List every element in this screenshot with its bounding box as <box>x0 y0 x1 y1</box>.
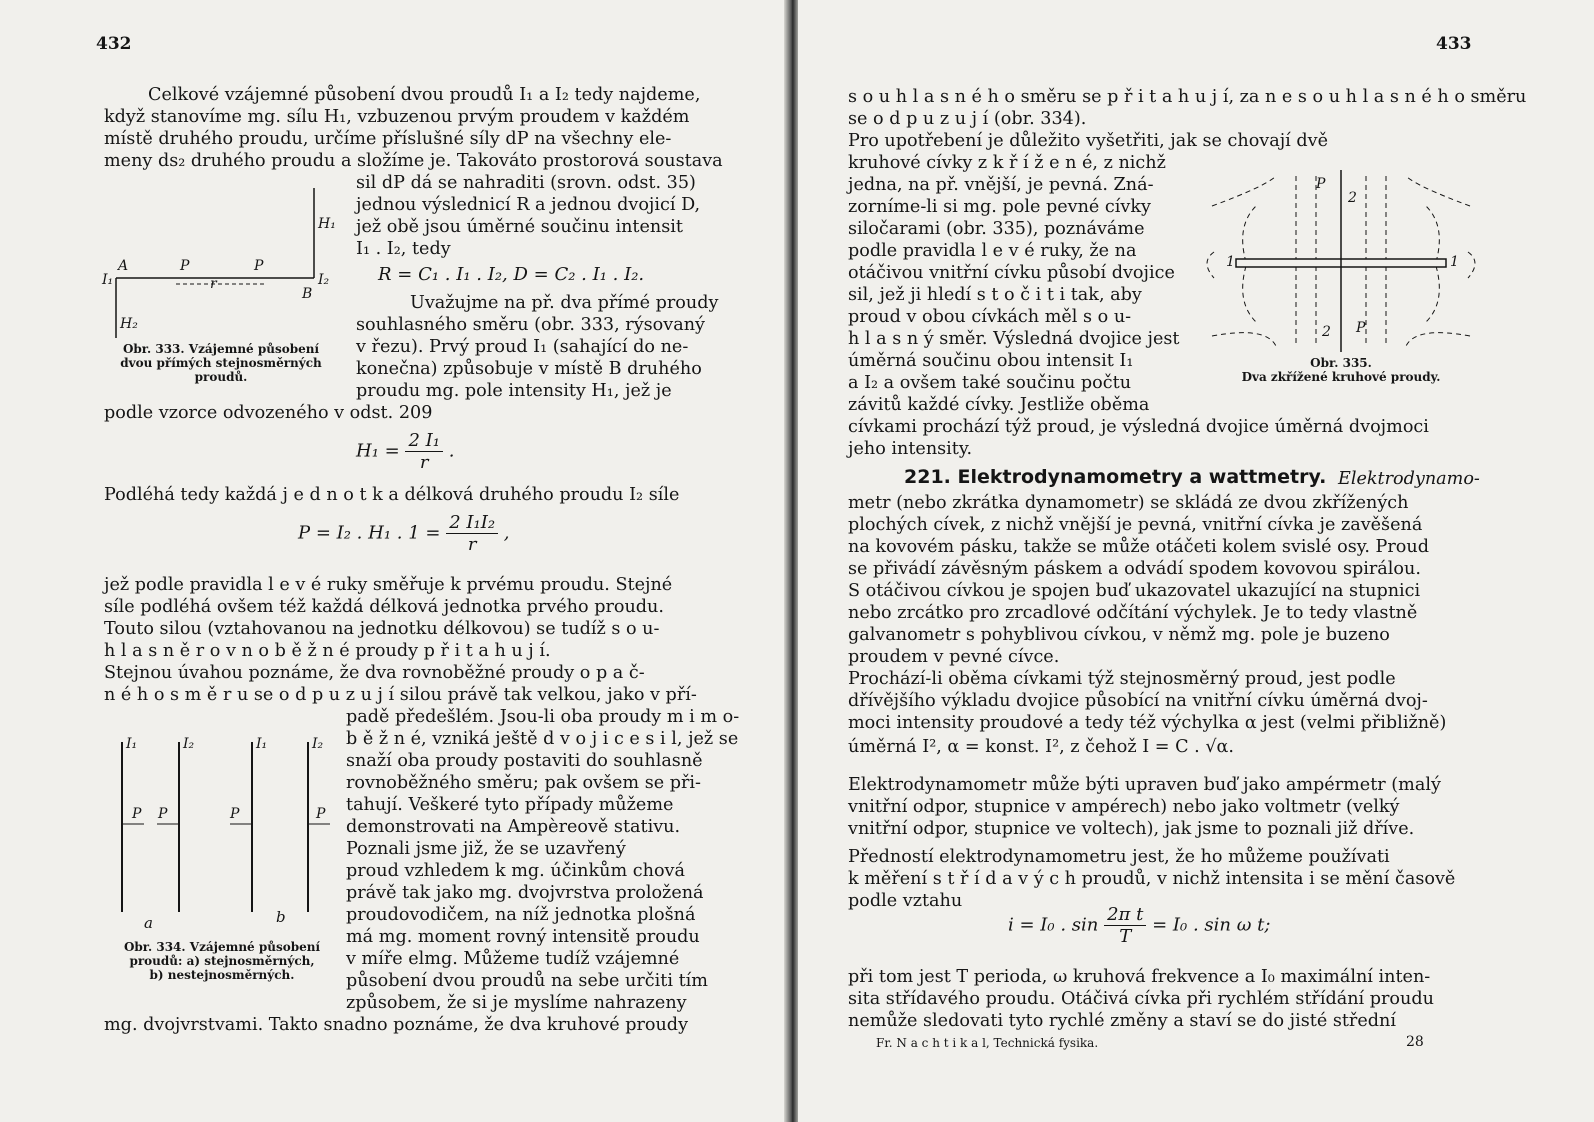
fig334-label: P <box>132 806 142 822</box>
paragraph-line: vnitřní odpor, stupnice ve voltech), jak jsme to poznali již dříve. <box>848 819 1415 839</box>
paragraph-line: b ě ž n é, vzniká ještě d v o j i c e s i l, jež se <box>346 729 739 749</box>
footer-book-title: Fr. N a c h t i k a l, Technická fysika. <box>876 1036 1099 1050</box>
paragraph-line: podle vzorce odvozeného v odst. 209 <box>104 403 433 423</box>
paragraph-line: snaží oba proudy postaviti do souhlasně <box>346 751 703 771</box>
section-heading-italic: Elektrodynamo- <box>1338 469 1480 489</box>
paragraph-line: místě druhého proudu, určíme příslušné síly dP na všechny ele- <box>104 129 672 149</box>
paragraph-line: podle vztahu <box>848 891 963 911</box>
fig334-label: I₁ <box>126 736 138 752</box>
page-number-right: 433 <box>1436 34 1472 54</box>
paragraph-line: meny ds₂ druhého proudu a složíme je. Takováto prostorová soustava <box>104 151 723 171</box>
paragraph-line: úměrná součinu obou intensit I₁ <box>848 351 1134 371</box>
footer-sheet-number: 28 <box>1406 1034 1424 1050</box>
paragraph-line: plochých cívek, z nichž vnější je pevná, vnitřní cívka je zavěšená <box>848 515 1423 535</box>
paragraph-line: demonstrovati na Ampèreově stativu. <box>346 817 681 837</box>
paragraph-line: metr (nebo zkrátka dynamometr) se skládá ze dvou zkřížených <box>848 493 1409 513</box>
paragraph-line: způsobem, že si je myslíme nahrazeny <box>346 993 687 1013</box>
fig334-label: a <box>144 914 153 932</box>
field-line <box>1426 266 1439 322</box>
paragraph-line: Stejnou úvahou poznáme, že dva rovnoběžné proudy o p a č- <box>104 663 645 683</box>
paragraph-line: a I₂ a ovšem také součinu počtu <box>848 373 1132 393</box>
paragraph-line: jednou výslednicí R a jednou dvojicí D, <box>356 195 701 215</box>
paragraph-line: rovnoběžného směru; pak ovšem se při- <box>346 773 701 793</box>
paragraph-line: Prochází-li oběma cívkami týž stejnosměrný proud, jest podle <box>848 669 1396 689</box>
fig335-label: 1 <box>1226 254 1235 270</box>
paragraph-line: v řezu). Prvý proud I₁ (sahající do ne- <box>356 337 689 357</box>
paragraph-line: v míře elmg. Můžeme tudíž vzájemné <box>346 949 680 969</box>
paragraph-line: mg. dvojvrstvami. Takto snadno poznáme, že dva kruhové proudy <box>104 1015 689 1035</box>
paragraph-line: moci intensity proudové a tedy též výchylka α jest (velmi přibližně) <box>848 713 1447 733</box>
paragraph-line: tahují. Veškeré tyto případy můžeme <box>346 795 674 815</box>
fig334-label: I₂ <box>312 736 324 752</box>
field-line <box>1406 333 1470 346</box>
paragraph-line: Touto silou (vztahovanou na jednotku délkovou) se tudíž s o u- <box>104 619 660 639</box>
figure-334-caption: Obr. 334. Vzájemné působení proudů: a) stejnosměrných, b) nestejnosměrných. <box>123 940 321 982</box>
paragraph-line: při tom jest T perioda, ω kruhová frekvence a I₀ maximální inten- <box>848 967 1431 987</box>
fig333-label: B <box>302 286 313 302</box>
paragraph-line: podle pravidla l e v é ruky, že na <box>848 241 1137 261</box>
field-line <box>1212 333 1276 346</box>
paragraph-line: kruhové cívky z k ř í ž e n é, z nichž <box>848 153 1166 173</box>
paragraph-line: cívkami prochází týž proud, je výsledná dvojice úměrná dvojmoci <box>848 417 1429 437</box>
fig335-label: 2 <box>1348 190 1357 206</box>
paragraph-line: sil, jež ji hledí s t o č i t i tak, aby <box>848 285 1142 305</box>
page-number-left: 432 <box>96 34 132 54</box>
field-line <box>1426 206 1439 262</box>
paragraph-line: jež obě jsou úměrné součinu intensit <box>356 217 683 237</box>
paragraph-line: nemůže sledovati tyto rychlé změny a staví se do jisté střední <box>848 1011 1396 1031</box>
paragraph-line: jeho intensity. <box>848 439 973 459</box>
paragraph-line: se přivádí závěsným páskem a odvádí spodem kovovou spirálou. <box>848 559 1421 579</box>
paragraph-line: proudem v pevné cívce. <box>848 647 1060 667</box>
equation-r-d: R = C₁ . I₁ . I₂, D = C₂ . I₁ . I₂. <box>378 264 645 285</box>
left-page <box>0 0 790 1122</box>
paragraph-line: proudu mg. pole intensity H₁, jež je <box>356 381 672 401</box>
figure-335-caption: Obr. 335. Dva zkřížené kruhové proudy. <box>1241 356 1441 384</box>
paragraph-line: h l a s n ě r o v n o b ě ž n é proudy p ř i t a h u j í. <box>104 641 551 661</box>
equation-h1: H₁ = $\frac{\text{2 I₁}}{r}$ . <box>356 430 455 473</box>
right-page <box>798 0 1594 1122</box>
paragraph-line: padě předešlém. Jsou-li oba proudy m i m o- <box>346 707 740 727</box>
field-line <box>1406 176 1470 206</box>
fig333-label: P <box>254 258 264 274</box>
paragraph-line: k měření s t ř í d a v ý c h proudů, v nichž intensita i se mění časově <box>848 869 1456 889</box>
fig334-label: P <box>230 806 240 822</box>
paragraph-line: když stanovíme mg. sílu H₁, vzbuzenou prvým proudem v každém <box>104 107 690 127</box>
paragraph-line: proudovodičem, na níž jednotka plošná <box>346 905 696 925</box>
paragraph-line: Pro upotřebení je důležito vyšetřiti, jak se chovají dvě <box>848 131 1329 151</box>
fig334-label: I₂ <box>183 736 195 752</box>
paragraph-line: Poznali jsme již, že se uzavřený <box>346 839 626 859</box>
fig335-label: P <box>1356 320 1366 336</box>
equation-alpha: úměrná I², α = konst. I², z čehož I = C . √α. <box>848 737 1235 757</box>
fig334-label: P <box>158 806 168 822</box>
fig333-label: P <box>180 258 190 274</box>
paragraph-line: nebo zrcátko pro zrcadlové odčítání výchylek. Je to tedy vlastně <box>848 603 1418 623</box>
paragraph-line: Podléhá tedy každá j e d n o t k a délková druhého proudu I₂ síle <box>104 485 680 505</box>
paragraph-line: dřívějšího výkladu dvojice působící na vnitřní cívku úměrná dvoj- <box>848 691 1428 711</box>
fig334-label: P <box>316 806 326 822</box>
fig335-label: P <box>1316 176 1326 192</box>
field-line <box>1212 176 1276 206</box>
paragraph-line: zorníme-li si mg. pole pevné cívky <box>848 197 1151 217</box>
paragraph-line: s o u h l a s n é h o směru se p ř i t a h u j í, za n e s o u h l a s n é h o směru <box>848 87 1527 107</box>
field-line <box>1243 206 1256 262</box>
paragraph-line: Elektrodynamometr může býti upraven buď jako ampérmetr (malý <box>848 775 1441 795</box>
fig333-label: I₁ <box>102 272 114 288</box>
paragraph-line: má mg. moment rovný intensitě proudu <box>346 927 700 947</box>
paragraph-line: S otáčivou cívkou je spojen buď ukazovatel ukazující na stupnici <box>848 581 1421 601</box>
paragraph-line: konečna) způsobuje v místě B druhého <box>356 359 702 379</box>
fig334-label: I₁ <box>256 736 268 752</box>
paragraph-line: h l a s n ý směr. Výsledná dvojice jest <box>848 329 1180 349</box>
paragraph-line: síle podléhá ovšem též každá délková jednotka prvého proudu. <box>104 597 664 617</box>
figure-335 <box>1206 166 1476 356</box>
figure-333 <box>96 188 346 348</box>
paragraph-line: vnitřní odpor, stupnice v ampérech) nebo jako voltmetr (velký <box>848 797 1400 817</box>
paragraph-line: Uvažujme na př. dva přímé proudy <box>410 293 719 313</box>
paragraph-line: na kovovém pásku, takže se může otáčeti kolem svislé osy. Proud <box>848 537 1429 557</box>
paragraph-line: galvanometr s pohyblivou cívkou, v němž mg. pole je buzeno <box>848 625 1390 645</box>
paragraph-line: souhlasného směru (obr. 333, rýsovaný <box>356 315 705 335</box>
figure-333-caption: Obr. 333. Vzájemné působení dvou přímých stejnosměrných proudů. <box>120 342 322 384</box>
fig333-label: r <box>210 276 217 292</box>
paragraph-line: sil dP dá se nahraditi (srovn. odst. 35) <box>356 173 696 193</box>
field-line <box>1207 252 1214 278</box>
figure-334 <box>104 736 340 936</box>
fig333-label: H₂ <box>120 316 138 332</box>
section-heading: 221. Elektrodynamometry a wattmetry. <box>904 466 1327 488</box>
paragraph-line: proud vzhledem k mg. účinkům chová <box>346 861 685 881</box>
fig335-label: 2 <box>1322 324 1331 340</box>
paragraph-line: jedna, na př. vnější, je pevná. Zná- <box>848 175 1154 195</box>
fig334-label: b <box>276 908 286 926</box>
paragraph-line: n é h o s m ě r u se o d p u z u j í silou právě tak velkou, jako v pří- <box>104 685 697 705</box>
paragraph-line: působení dvou proudů na sebe určiti tím <box>346 971 708 991</box>
fig335-label: 1 <box>1450 254 1459 270</box>
equation-i: i = I₀ . sin $\frac{\text{2π t}}{T}$ = I₀ . sin ω t; <box>1008 904 1271 947</box>
paragraph-line: Předností elektrodynamometru jest, že ho můžeme používati <box>848 847 1390 867</box>
paragraph-line: se o d p u z u j í (obr. 334). <box>848 109 1087 129</box>
paragraph-line: I₁ . I₂, tedy <box>356 239 451 259</box>
paragraph-line: siločarami (obr. 335), poznáváme <box>848 219 1145 239</box>
paragraph-line: otáčivou vnitřní cívku působí dvojice <box>848 263 1175 283</box>
equation-p: P = I₂ . H₁ . 1 = $\frac{\text{2 I₁I₂}}{r}$ , <box>298 512 510 555</box>
paragraph-line: Celkové vzájemné působení dvou proudů I₁ a I₂ tedy najdeme, <box>148 85 701 105</box>
fig333-label: A <box>118 258 129 274</box>
field-line <box>1243 266 1256 322</box>
paragraph-line: sita střídavého proudu. Otáčivá cívka při rychlém střídání proudu <box>848 989 1434 1009</box>
paragraph-line: právě tak jako mg. dvojvrstva proložená <box>346 883 704 903</box>
paragraph-line: jež podle pravidla l e v é ruky směřuje k prvému proudu. Stejné <box>104 575 673 595</box>
paragraph-line: proud v obou cívkách měl s o u- <box>848 307 1132 327</box>
fig333-label: H₁ <box>318 216 336 232</box>
paragraph-line: závitů každé cívky. Jestliže oběma <box>848 395 1150 415</box>
field-line <box>1468 252 1475 278</box>
fig333-label: I₂ <box>318 272 330 288</box>
